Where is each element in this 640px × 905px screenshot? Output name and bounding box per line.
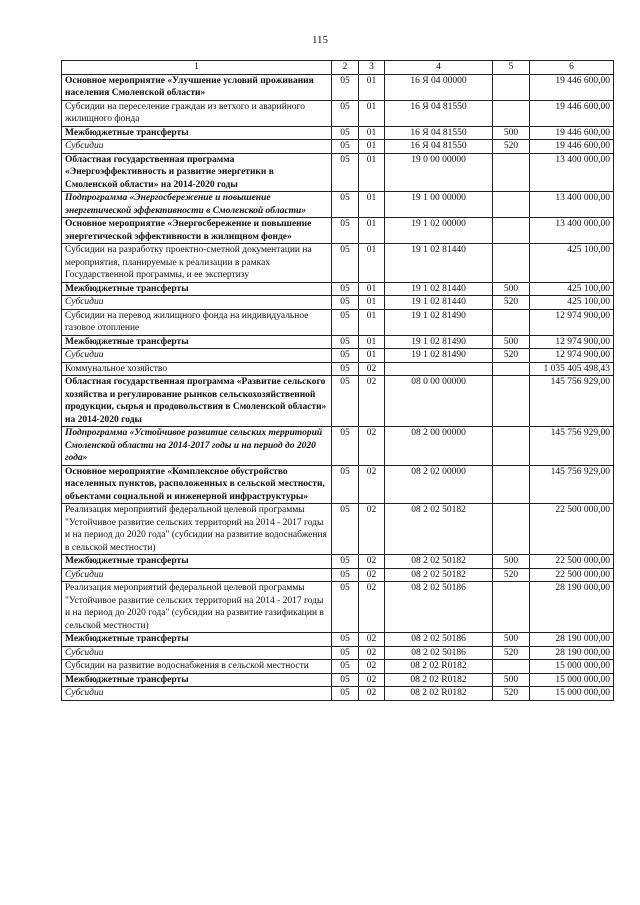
target-article-cell: 08 2 00 00000: [385, 427, 493, 466]
subsection-code-cell: 02: [359, 465, 385, 504]
table-row: [62, 309, 614, 335]
table-row: [62, 633, 614, 647]
table-row: [62, 296, 614, 310]
subsection-code-cell: 01: [359, 140, 385, 154]
section-code-cell: 05: [332, 282, 359, 296]
subsection-code-cell: 01: [359, 218, 385, 244]
subsection-code-cell: 02: [359, 673, 385, 687]
amount-cell: 145 756 929,00: [530, 465, 614, 504]
amount-cell: 22 500 000,00: [530, 555, 614, 569]
row-name-cell: Основное мероприятие «Энергосбережение и повышение энергетической эффективности в жилищном фонде»: [62, 218, 332, 244]
row-name-cell: Межбюджетные трансферты: [62, 633, 332, 647]
expense-type-cell: 500: [493, 282, 530, 296]
table-row: [62, 349, 614, 363]
section-code-cell: 05: [332, 633, 359, 647]
table-row: [62, 555, 614, 569]
amount-cell: 12 974 900,00: [530, 335, 614, 349]
header-cell: 5: [493, 61, 530, 75]
page-number: 115: [311, 34, 329, 46]
amount-cell: 19 446 600,00: [530, 100, 614, 126]
amount-cell: 15 000 000,00: [530, 673, 614, 687]
subsection-code-cell: 01: [359, 282, 385, 296]
section-code-cell: 05: [332, 218, 359, 244]
section-code-cell: 05: [332, 568, 359, 582]
target-article-cell: 08 2 02 R0182: [385, 660, 493, 674]
expense-type-cell: 520: [493, 140, 530, 154]
amount-cell: 19 446 600,00: [530, 74, 614, 100]
amount-cell: 28 190 000,00: [530, 646, 614, 660]
row-name-cell: Основное мероприятие «Улучшение условий проживания населения Смоленской области»: [62, 74, 332, 100]
budget-table: [61, 60, 614, 701]
subsection-code-cell: 02: [359, 660, 385, 674]
expense-type-cell: [493, 427, 530, 466]
target-article-cell: 08 2 02 50182: [385, 568, 493, 582]
amount-cell: 425 100,00: [530, 244, 614, 283]
section-code-cell: 05: [332, 153, 359, 192]
expense-type-cell: [493, 153, 530, 192]
amount-cell: 1 035 405 498,43: [530, 362, 614, 376]
table-row: [62, 282, 614, 296]
table-row: [62, 362, 614, 376]
table-row: [62, 218, 614, 244]
target-article-cell: [385, 362, 493, 376]
expense-type-cell: [493, 376, 530, 427]
amount-cell: 13 400 000,00: [530, 153, 614, 192]
section-code-cell: 05: [332, 660, 359, 674]
table-row: [62, 504, 614, 555]
expense-type-cell: 520: [493, 349, 530, 363]
row-name-cell: Субсидии: [62, 296, 332, 310]
expense-type-cell: [493, 100, 530, 126]
table-row: [62, 126, 614, 140]
expense-type-cell: [493, 192, 530, 218]
expense-type-cell: 520: [493, 568, 530, 582]
header-cell: 3: [359, 61, 385, 75]
section-code-cell: 05: [332, 465, 359, 504]
amount-cell: 12 974 900,00: [530, 349, 614, 363]
subsection-code-cell: 01: [359, 349, 385, 363]
row-name-cell: Субсидии: [62, 349, 332, 363]
amount-cell: 12 974 900,00: [530, 309, 614, 335]
section-code-cell: 05: [332, 244, 359, 283]
row-name-cell: Областная государственная программа «Энергоэффективность и развитие энергетики в Смоленской области» на 2014-2020 годы: [62, 153, 332, 192]
amount-cell: 19 446 600,00: [530, 126, 614, 140]
target-article-cell: 19 1 02 81440: [385, 282, 493, 296]
expense-type-cell: 520: [493, 687, 530, 701]
subsection-code-cell: 02: [359, 568, 385, 582]
row-name-cell: Субсидии на разработку проектно-сметной документации на мероприятия, планируемые к реализации в рамках Государственной программы, и ее экспертизу: [62, 244, 332, 283]
amount-cell: 425 100,00: [530, 296, 614, 310]
row-name-cell: Межбюджетные трансферты: [62, 335, 332, 349]
target-article-cell: 08 2 02 50186: [385, 646, 493, 660]
subsection-code-cell: 02: [359, 582, 385, 633]
row-name-cell: Подпрограмма «Энергосбережение и повышение энергетической эффективности в Смоленской области»: [62, 192, 332, 218]
table-row: [62, 568, 614, 582]
subsection-code-cell: 01: [359, 153, 385, 192]
table-row: [62, 687, 614, 701]
table-row: [62, 153, 614, 192]
table-row: [62, 427, 614, 466]
table-row: [62, 376, 614, 427]
subsection-code-cell: 02: [359, 504, 385, 555]
subsection-code-cell: 02: [359, 633, 385, 647]
target-article-cell: 08 2 02 50182: [385, 504, 493, 555]
subsection-code-cell: 01: [359, 126, 385, 140]
row-name-cell: Областная государственная программа «Развитие сельского хозяйства и регулирование рынков сельскохозяйственной продукции, сырья и продовольствия в Смоленской области» на 2014-2020 годы: [62, 376, 332, 427]
row-name-cell: Межбюджетные трансферты: [62, 555, 332, 569]
subsection-code-cell: 02: [359, 362, 385, 376]
expense-type-cell: [493, 244, 530, 283]
amount-cell: 28 190 000,00: [530, 582, 614, 633]
row-name-cell: Субсидии: [62, 140, 332, 154]
table-row: [62, 192, 614, 218]
expense-type-cell: 500: [493, 673, 530, 687]
section-code-cell: 05: [332, 140, 359, 154]
amount-cell: 13 400 000,00: [530, 192, 614, 218]
target-article-cell: 19 1 02 00000: [385, 218, 493, 244]
expense-type-cell: [493, 362, 530, 376]
header-cell: 4: [385, 61, 493, 75]
section-code-cell: 05: [332, 126, 359, 140]
expense-type-cell: [493, 309, 530, 335]
section-code-cell: 05: [332, 555, 359, 569]
expense-type-cell: [493, 465, 530, 504]
expense-type-cell: 500: [493, 335, 530, 349]
section-code-cell: 05: [332, 309, 359, 335]
row-name-cell: Субсидии на перевод жилищного фонда на индивидуальное газовое отопление: [62, 309, 332, 335]
header-cell: 6: [530, 61, 614, 75]
subsection-code-cell: 01: [359, 335, 385, 349]
subsection-code-cell: 01: [359, 244, 385, 283]
target-article-cell: 16 Я 04 00000: [385, 74, 493, 100]
target-article-cell: 08 2 02 50186: [385, 633, 493, 647]
target-article-cell: 19 1 02 81490: [385, 309, 493, 335]
row-name-cell: Субсидии: [62, 568, 332, 582]
section-code-cell: 05: [332, 582, 359, 633]
amount-cell: 19 446 600,00: [530, 140, 614, 154]
section-code-cell: 05: [332, 349, 359, 363]
table-row: [62, 582, 614, 633]
subsection-code-cell: 01: [359, 74, 385, 100]
section-code-cell: 05: [332, 687, 359, 701]
expense-type-cell: [493, 504, 530, 555]
table-header-row: [62, 61, 614, 75]
row-name-cell: Межбюджетные трансферты: [62, 282, 332, 296]
amount-cell: 15 000 000,00: [530, 687, 614, 701]
table-row: [62, 335, 614, 349]
section-code-cell: 05: [332, 427, 359, 466]
header-cell: 2: [332, 61, 359, 75]
table-row: [62, 465, 614, 504]
target-article-cell: 19 1 02 81440: [385, 296, 493, 310]
target-article-cell: 08 0 00 00000: [385, 376, 493, 427]
target-article-cell: 19 1 00 00000: [385, 192, 493, 218]
target-article-cell: 08 2 02 R0182: [385, 687, 493, 701]
row-name-cell: Межбюджетные трансферты: [62, 673, 332, 687]
target-article-cell: 19 1 02 81490: [385, 335, 493, 349]
expense-type-cell: [493, 582, 530, 633]
amount-cell: 145 756 929,00: [530, 376, 614, 427]
table-row: [62, 100, 614, 126]
table-row: [62, 673, 614, 687]
row-name-cell: Подпрограмма «Устойчивое развитие сельских территорий Смоленской области на 2014-2017 годы и на период до 2020 года»: [62, 427, 332, 466]
expense-type-cell: [493, 218, 530, 244]
table-row: [62, 74, 614, 100]
section-code-cell: 05: [332, 192, 359, 218]
table-row: [62, 646, 614, 660]
section-code-cell: 05: [332, 335, 359, 349]
row-name-cell: Межбюджетные трансферты: [62, 126, 332, 140]
section-code-cell: 05: [332, 376, 359, 427]
amount-cell: 22 500 000,00: [530, 504, 614, 555]
subsection-code-cell: 01: [359, 100, 385, 126]
target-article-cell: 16 Я 04 81550: [385, 100, 493, 126]
row-name-cell: Коммунальное хозяйство: [62, 362, 332, 376]
row-name-cell: Субсидии на переселение граждан из ветхого и аварийного жилищного фонда: [62, 100, 332, 126]
row-name-cell: Субсидии на развитие водоснабжения в сельской местности: [62, 660, 332, 674]
expense-type-cell: 500: [493, 126, 530, 140]
target-article-cell: 08 2 02 50182: [385, 555, 493, 569]
row-name-cell: Субсидии: [62, 687, 332, 701]
section-code-cell: 05: [332, 296, 359, 310]
amount-cell: 13 400 000,00: [530, 218, 614, 244]
subsection-code-cell: 01: [359, 296, 385, 310]
amount-cell: 15 000 000,00: [530, 660, 614, 674]
target-article-cell: 16 Я 04 81550: [385, 126, 493, 140]
subsection-code-cell: 02: [359, 376, 385, 427]
section-code-cell: 05: [332, 504, 359, 555]
section-code-cell: 05: [332, 673, 359, 687]
target-article-cell: 19 1 02 81490: [385, 349, 493, 363]
amount-cell: 145 756 929,00: [530, 427, 614, 466]
table-row: [62, 244, 614, 283]
section-code-cell: 05: [332, 74, 359, 100]
target-article-cell: 19 0 00 00000: [385, 153, 493, 192]
expense-type-cell: 500: [493, 555, 530, 569]
target-article-cell: 16 Я 04 81550: [385, 140, 493, 154]
expense-type-cell: 520: [493, 646, 530, 660]
target-article-cell: 08 2 02 R0182: [385, 673, 493, 687]
subsection-code-cell: 01: [359, 192, 385, 218]
target-article-cell: 08 2 02 50186: [385, 582, 493, 633]
amount-cell: 425 100,00: [530, 282, 614, 296]
row-name-cell: Основное мероприятие «Комплексное обустройство населенных пунктов, расположенных в сельской местности, объектами социальной и инженерной инфраструктуры»: [62, 465, 332, 504]
row-name-cell: Реализация мероприятий федеральной целевой программы "Устойчивое развитие сельских территорий на 2014 - 2017 годы и на период до 2020 года" (субсидии на развитие водоснабжения в сельской местности): [62, 504, 332, 555]
section-code-cell: 05: [332, 362, 359, 376]
target-article-cell: 08 2 02 00000: [385, 465, 493, 504]
header-cell: 1: [62, 61, 332, 75]
subsection-code-cell: 02: [359, 687, 385, 701]
subsection-code-cell: 01: [359, 309, 385, 335]
section-code-cell: 05: [332, 100, 359, 126]
section-code-cell: 05: [332, 646, 359, 660]
amount-cell: 28 190 000,00: [530, 633, 614, 647]
table-row: [62, 140, 614, 154]
target-article-cell: 19 1 02 81440: [385, 244, 493, 283]
row-name-cell: Субсидии: [62, 646, 332, 660]
subsection-code-cell: 02: [359, 427, 385, 466]
expense-type-cell: [493, 74, 530, 100]
expense-type-cell: 500: [493, 633, 530, 647]
subsection-code-cell: 02: [359, 646, 385, 660]
expense-type-cell: 520: [493, 296, 530, 310]
table-row: [62, 660, 614, 674]
expense-type-cell: [493, 660, 530, 674]
row-name-cell: Реализация мероприятий федеральной целевой программы "Устойчивое развитие сельских территорий на 2014 - 2017 годы и на период до 2020 года" (субсидии на развитие газификации в сельской местности): [62, 582, 332, 633]
subsection-code-cell: 02: [359, 555, 385, 569]
amount-cell: 22 500 000,00: [530, 568, 614, 582]
